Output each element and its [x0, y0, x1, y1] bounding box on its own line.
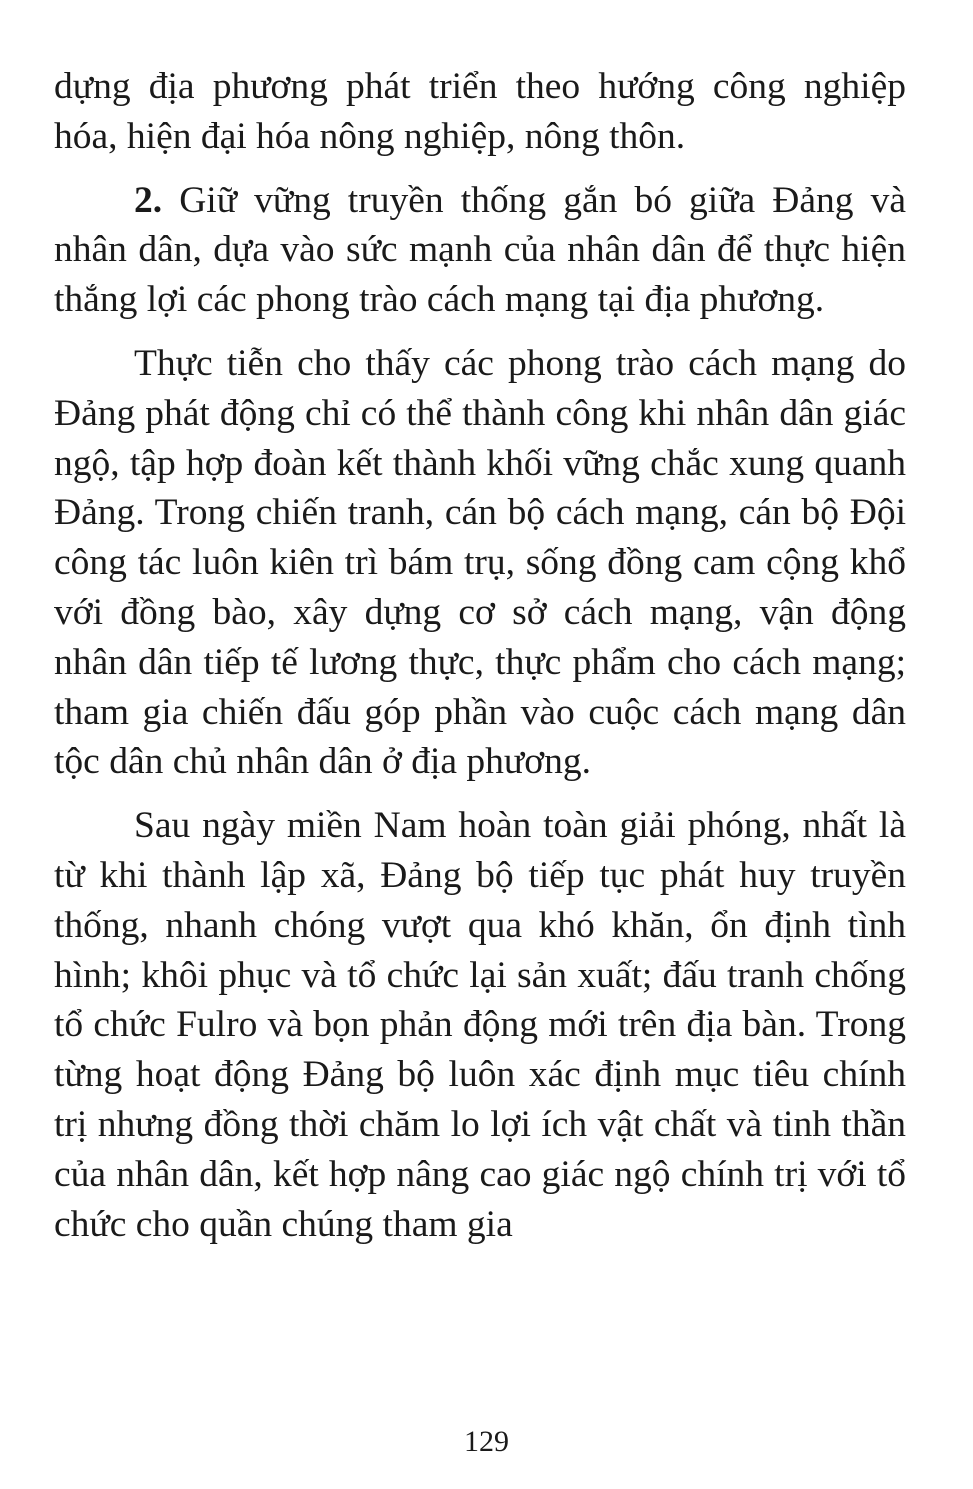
paragraph-practice: [54, 339, 906, 787]
paragraph-after-liberation: [54, 801, 906, 1249]
paragraph-continuation: [54, 62, 906, 162]
paragraph-section-heading: [54, 176, 906, 325]
section-number: 2.: [134, 179, 163, 221]
page-number: 129: [464, 1425, 509, 1458]
body-text: [54, 62, 906, 1249]
paragraph-text: dựng địa phương phát triển theo hướng công nghiệp hóa, hiện đại hóa nông nghiệp, nông thôn.: [54, 66, 906, 157]
section-heading-text: Giữ vững truyền thống gắn bó giữa Đảng và nhân dân, dựa vào sức mạnh của nhân dân để thực hiện thắng lợi các phong trào cách mạng tại địa phương.: [54, 179, 906, 321]
paragraph-text: Thực tiễn cho thấy các phong trào cách mạng do Đảng phát động chỉ có thể thành công khi nhân dân giác ngộ, tập hợp đoàn kết thành khối vững chắc xung quanh Đảng. Trong chiến tranh, cán bộ cách mạng, cán bộ Đội công tác luôn kiên trì bám trụ, sống đồng cam cộng khổ với đồng bào, xây dựng cơ sở cách mạng, vận động nhân dân tiếp tế lương thực, thực phẩm cho cách mạng; tham gia chiến đấu góp phần vào cuộc cách mạng dân tộc dân chủ nhân dân ở địa phương.: [54, 342, 906, 783]
paragraph-text: Sau ngày miền Nam hoàn toàn giải phóng, nhất là từ khi thành lập xã, Đảng bộ tiếp tục phát huy truyền thống, nhanh chóng vượt qua khó khăn, ổn định tình hình; khôi phục và tổ chức lại sản xuất; đấu tranh chống tổ chức Fulro và bọn phản động mới trên địa bàn. Trong từng hoạt động Đảng bộ luôn xác định mục tiêu chính trị nhưng đồng thời chăm lo lợi ích vật chất và tinh thần của nhân dân, kết hợp nâng cao giác ngộ chính trị với tổ chức cho quần chúng tham gia: [54, 805, 906, 1245]
